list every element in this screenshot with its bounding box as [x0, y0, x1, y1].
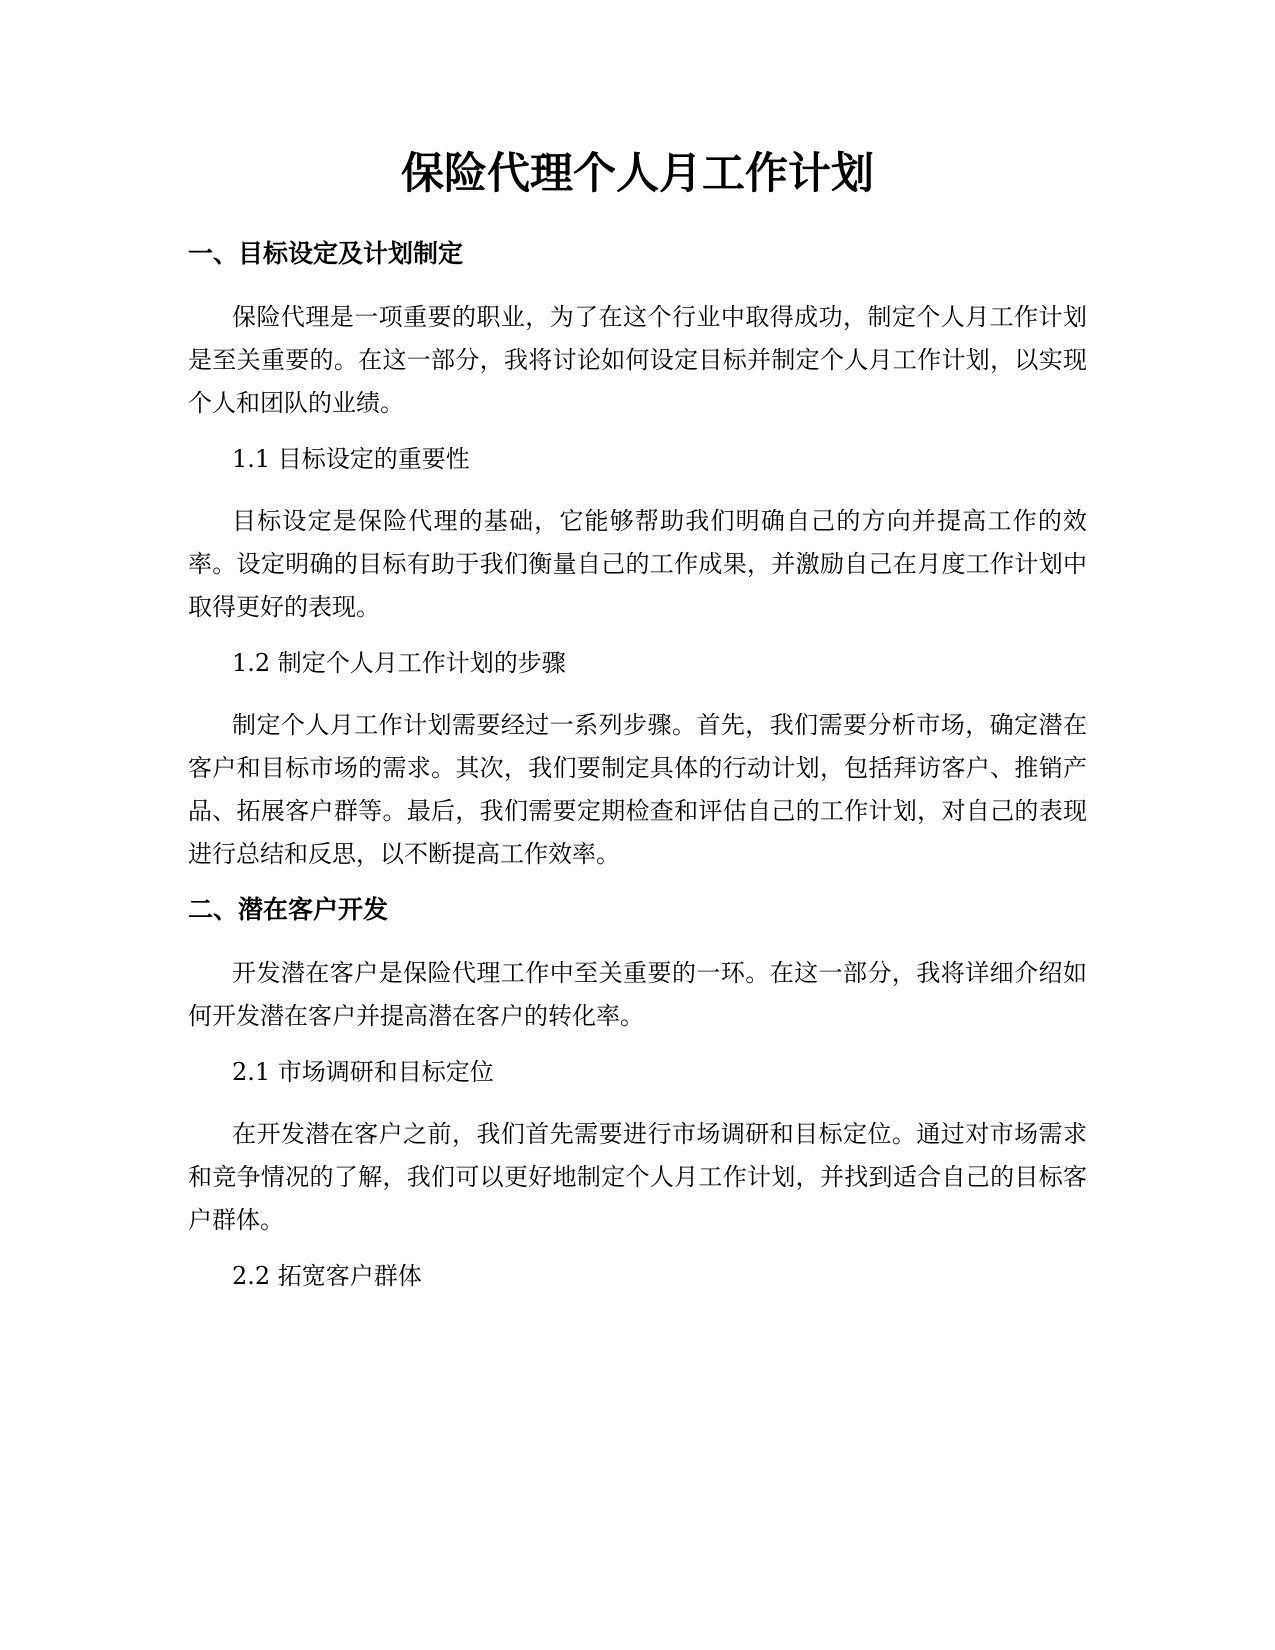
section-2-intro-paragraph: 开发潜在客户是保险代理工作中至关重要的一环。在这一部分，我将详细介绍如何开发潜在客户并提高潜在客户的转化率。 — [188, 959, 1087, 1030]
section-1-heading: 一、目标设定及计划制定 — [188, 239, 464, 268]
subsection-1-2-paragraph: 制定个人月工作计划需要经过一系列步骤。首先，我们需要分析市场，确定潜在客户和目标市场的需求。其次，我们要制定具体的行动计划，包括拜访客户、推销产品、拓展客户群等。最后，我们需要定期检查和评估自己的工作计划，对自己的表现进行总结和反思，以不断提高工作效率。 — [188, 711, 1087, 868]
section-1-intro-paragraph: 保险代理是一项重要的职业，为了在这个行业中取得成功，制定个人月工作计划是至关重要的。在这一部分，我将讨论如何设定目标并制定个人月工作计划，以实现个人和团队的业绩。 — [188, 303, 1087, 417]
subsection-2-2-heading: 2.2 拓宽客户群体 — [232, 1262, 422, 1290]
subsection-1-1-heading: 1.1 目标设定的重要性 — [232, 445, 470, 473]
subsection-1-1-paragraph: 目标设定是保险代理的基础，它能够帮助我们明确自己的方向并提高工作的效率。设定明确的目标有助于我们衡量自己的工作成果，并激励自己在月度工作计划中取得更好的表现。 — [188, 507, 1087, 621]
subsection-2-1-heading: 2.1 市场调研和目标定位 — [232, 1058, 494, 1086]
section-2-heading: 二、潜在客户开发 — [188, 895, 389, 924]
document-title: 保险代理个人月工作计划 — [401, 149, 874, 199]
subsection-1-2-heading: 1.2 制定个人月工作计划的步骤 — [232, 649, 566, 677]
subsection-2-1-paragraph: 在开发潜在客户之前，我们首先需要进行市场调研和目标定位。通过对市场需求和竞争情况的了解，我们可以更好地制定个人月工作计划，并找到适合自己的目标客户群体。 — [188, 1120, 1087, 1234]
